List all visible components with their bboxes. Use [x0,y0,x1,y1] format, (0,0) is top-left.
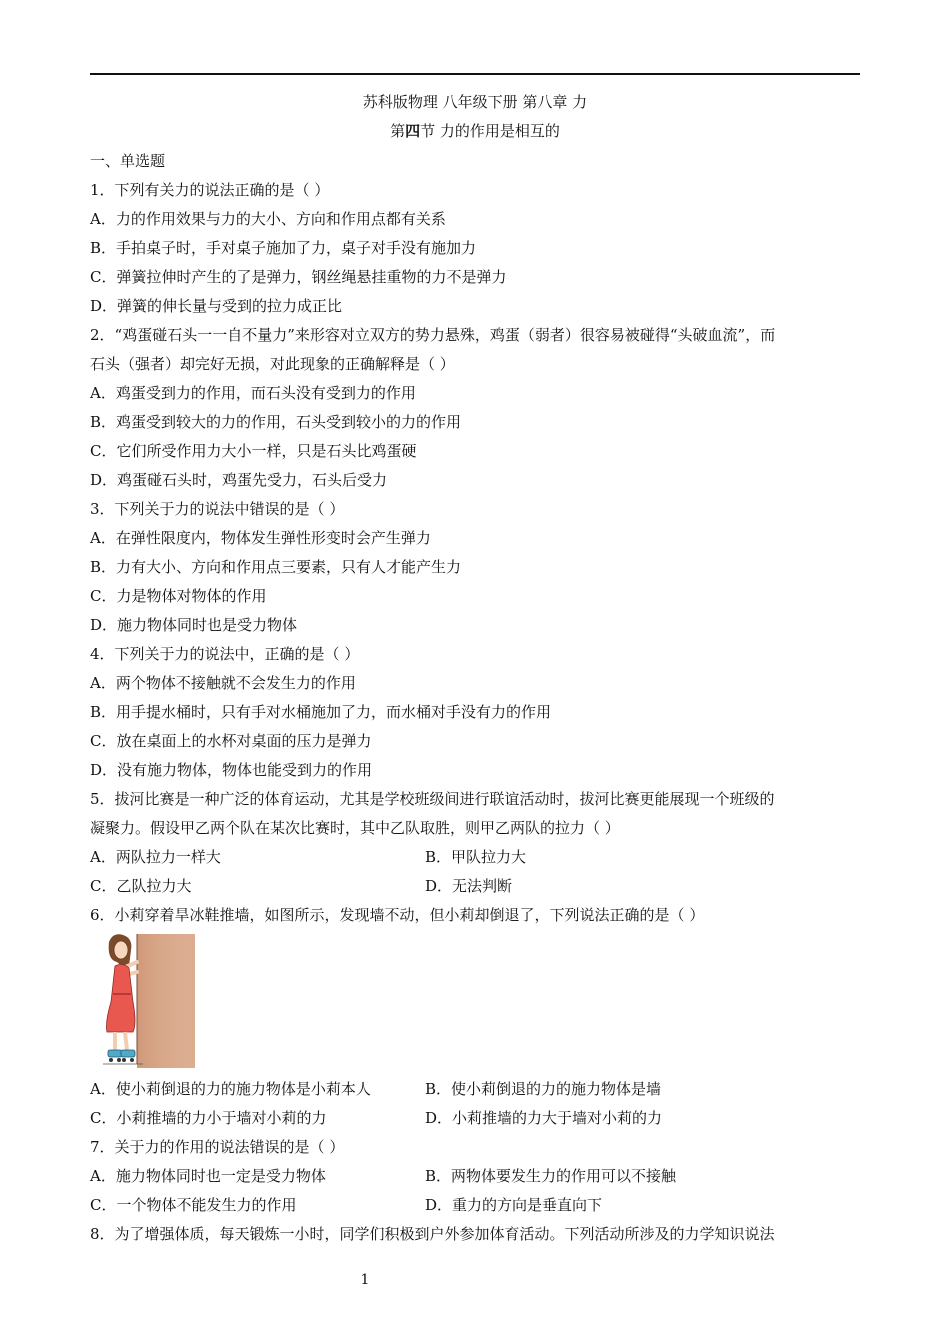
wheel [130,1058,134,1062]
skate-right [121,1050,135,1057]
question-stem: 5．拔河比赛是一种广泛的体育运动，尤其是学校班级间进行联谊活动时，拔河比赛更能展现一个班级的 [90,790,775,808]
option-c: C．放在桌面上的水杯对桌面的压力是弹力 [90,732,372,750]
title-suffix: 节 力的作用是相互的 [420,122,560,140]
option-d: D．施力物体同时也是受力物体 [90,616,298,634]
option-a: A．力的作用效果与力的大小、方向和作用点都有关系 [90,210,446,228]
option-d: D．没有施力物体，物体也能受到力的作用 [90,761,373,779]
option-b: B．鸡蛋受到较大的力的作用，石头受到较小的力的作用 [90,413,462,431]
option-d: D．弹簧的伸长量与受到的拉力成正比 [90,297,343,315]
section-heading: 一、单选题 [90,152,166,170]
option-c: C．乙队拉力大 [90,877,192,895]
question-stem-continued: 凝聚力。假设甲乙两个队在某次比赛时，其中乙队取胜，则甲乙两队的拉力（ ） [90,819,620,837]
face [114,941,128,959]
option-c: C．它们所受作用力大小一样，只是石头比鸡蛋硬 [90,442,417,460]
option-b: B．甲队拉力大 [425,848,527,866]
girl-pushing-wall-illustration [103,932,195,1068]
document-subtitle: 苏科版物理 八年级下册 第八章 力 [362,93,588,111]
wheel [109,1058,113,1062]
option-c: C．力是物体对物体的作用 [90,587,267,605]
option-b: B．手拍桌子时，手对桌子施加了力，桌子对手没有施加力 [90,239,477,257]
option-d: D．重力的方向是垂直向下 [425,1196,603,1214]
option-a: A．施力物体同时也一定是受力物体 [90,1167,326,1185]
option-d: D．无法判断 [425,877,513,895]
option-a: A．两个物体不接触就不会发生力的作用 [90,674,356,692]
option-a: A．使小莉倒退的力的施力物体是小莉本人 [90,1080,371,1098]
header-rule [90,73,860,75]
question-stem-continued: 石头（强者）却完好无损，对此现象的正确解释是（ ） [90,355,455,373]
question-stem: 4．下列关于力的说法中，正确的是（ ） [90,645,360,663]
option-a: A．鸡蛋受到力的作用，而石头没有受到力的作用 [90,384,416,402]
wall-shade [137,934,195,1068]
option-c: C．弹簧拉伸时产生的了是弹力，钢丝绳悬挂重物的力不是弹力 [90,268,507,286]
option-a: A．两队拉力一样大 [90,848,221,866]
question-stem: 6．小莉穿着旱冰鞋推墙，如图所示，发现墙不动，但小莉却倒退了，下列说法正确的是（ ） [90,906,705,924]
option-b: B．使小莉倒退的力的施力物体是墙 [425,1080,662,1098]
document-title [0,120,950,141]
question-stem: 8．为了增强体质，每天锻炼一小时，同学们积极到户外参加体育活动。下列活动所涉及的力学知识说法 [90,1225,775,1243]
option-b: B．两物体要发生力的作用可以不接触 [425,1167,677,1185]
option-d: D．小莉推墙的力大于墙对小莉的力 [425,1109,663,1127]
question-stem: 7．关于力的作用的说法错误的是（ ） [90,1138,345,1156]
option-c: C．小莉推墙的力小于墙对小莉的力 [90,1109,327,1127]
option-a: A．在弹性限度内，物体发生弹性形变时会产生弹力 [90,529,431,547]
title-bold-number: 四 [405,122,421,140]
option-c: C．一个物体不能发生力的作用 [90,1196,297,1214]
wheel [117,1058,121,1062]
question-stem: 3．下列关于力的说法中错误的是（ ） [90,500,345,518]
page-number: 1 [360,1272,370,1288]
skate-left [108,1050,122,1057]
leg-right [125,1032,127,1050]
title-prefix: 第 [390,122,406,140]
wheel [122,1058,126,1062]
question-stem: 1．下列有关力的说法正确的是（ ） [90,181,330,199]
option-d: D．鸡蛋碰石头时，鸡蛋先受力，石头后受力 [90,471,388,489]
option-b: B．用手提水桶时，只有手对水桶施加了力，而水桶对手没有力的作用 [90,703,552,721]
option-b: B．力有大小、方向和作用点三要素，只有人才能产生力 [90,558,462,576]
question-stem: 2．“鸡蛋碰石头一一自不量力”来形容对立双方的势力悬殊，鸡蛋（弱者）很容易被碰得“头破血流”，而 [90,326,776,344]
